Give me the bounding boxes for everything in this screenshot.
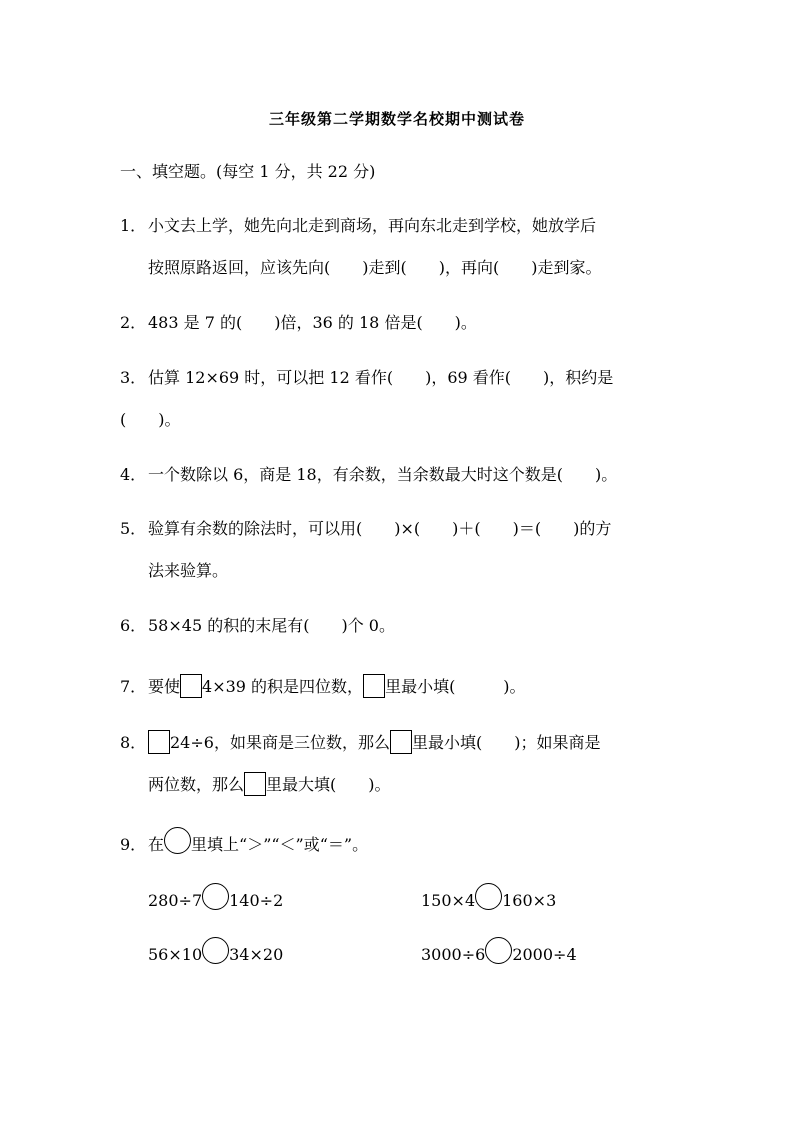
question-5: [120, 519, 611, 539]
page-title: 三年级第二学期数学名校期中测试卷: [268, 110, 525, 128]
question-text-part: 两位数，那么: [148, 775, 245, 794]
question-9: [120, 827, 368, 855]
question-text: 一个数除以 6，商是 18，有余数，当余数最大时这个数是( )。: [148, 465, 618, 484]
question-8: [120, 730, 600, 754]
compare-right: 2000÷4: [512, 945, 577, 964]
blank-square-box[interactable]: [390, 730, 412, 754]
question-text: 验算有余数的除法时，可以用( )×( )＋( )＝( )的方: [148, 519, 612, 538]
compare-item: [148, 937, 283, 965]
question-number: 8．: [120, 733, 147, 752]
blank-square-box[interactable]: [180, 674, 202, 698]
question-5-line-2: 法来验算。: [148, 561, 229, 580]
blank-square-box[interactable]: [363, 674, 385, 698]
question-number: 5．: [120, 519, 147, 538]
question-6: [120, 616, 395, 636]
compare-left: 3000÷6: [421, 945, 486, 964]
question-number: 3．: [120, 368, 147, 387]
question-number: 1．: [120, 216, 147, 235]
compare-left: 280÷7: [148, 891, 203, 910]
blank-circle[interactable]: [164, 827, 191, 854]
compare-circle[interactable]: [202, 937, 229, 964]
question-text-part: 24÷6，如果商是三位数，那么: [170, 733, 390, 752]
question-1-line-2: 按照原路返回，应该先向( )走到( )，再向( )走到家。: [148, 258, 602, 277]
compare-circle[interactable]: [202, 883, 229, 910]
compare-left: 56×10: [148, 945, 203, 964]
question-2: [120, 313, 477, 333]
question-text-part: 要使: [148, 677, 181, 696]
blank-square-box[interactable]: [148, 730, 170, 754]
question-3: [120, 368, 613, 388]
question-text: 483 是 7 的( )倍，36 的 18 倍是( )。: [148, 313, 477, 332]
question-1: [120, 216, 596, 236]
question-number: 4．: [120, 465, 147, 484]
question-number: 7．: [120, 677, 147, 696]
compare-right: 34×20: [229, 945, 284, 964]
question-number: 2．: [120, 313, 147, 332]
question-text-part: 里最小填( )。: [385, 677, 526, 696]
blank-square-box[interactable]: [244, 772, 266, 796]
question-text-part: 里填上“＞”“＜”或“＝”。: [191, 835, 369, 854]
question-text: 58×45 的积的末尾有( )个 0。: [148, 616, 395, 635]
section-heading: 一、填空题。(每空 1 分，共 22 分): [120, 162, 376, 181]
compare-circle[interactable]: [485, 937, 512, 964]
question-number: 6．: [120, 616, 147, 635]
compare-item: [421, 883, 556, 911]
question-text-part: 里最大填( )。: [266, 775, 391, 794]
question-text-part: 4×39 的积是四位数，: [202, 677, 364, 696]
question-text-part: 里最小填( )；如果商是: [411, 733, 601, 752]
compare-left: 150×4: [421, 891, 476, 910]
compare-item: [148, 883, 283, 911]
question-text: 小文去上学，她先向北走到商场，再向东北走到学校，她放学后: [148, 216, 597, 235]
compare-item: [421, 937, 577, 965]
compare-right: 140÷2: [229, 891, 284, 910]
compare-circle[interactable]: [475, 883, 502, 910]
question-7: [120, 674, 526, 698]
question-3-line-2: ( )。: [120, 410, 181, 429]
question-number: 9．: [120, 835, 147, 854]
question-text-part: 在: [148, 835, 165, 854]
question-8-line-2: [148, 772, 391, 796]
compare-right: 160×3: [502, 891, 557, 910]
question-text: 估算 12×69 时，可以把 12 看作( )，69 看作( )，积约是: [148, 368, 614, 387]
question-4: [120, 465, 617, 485]
